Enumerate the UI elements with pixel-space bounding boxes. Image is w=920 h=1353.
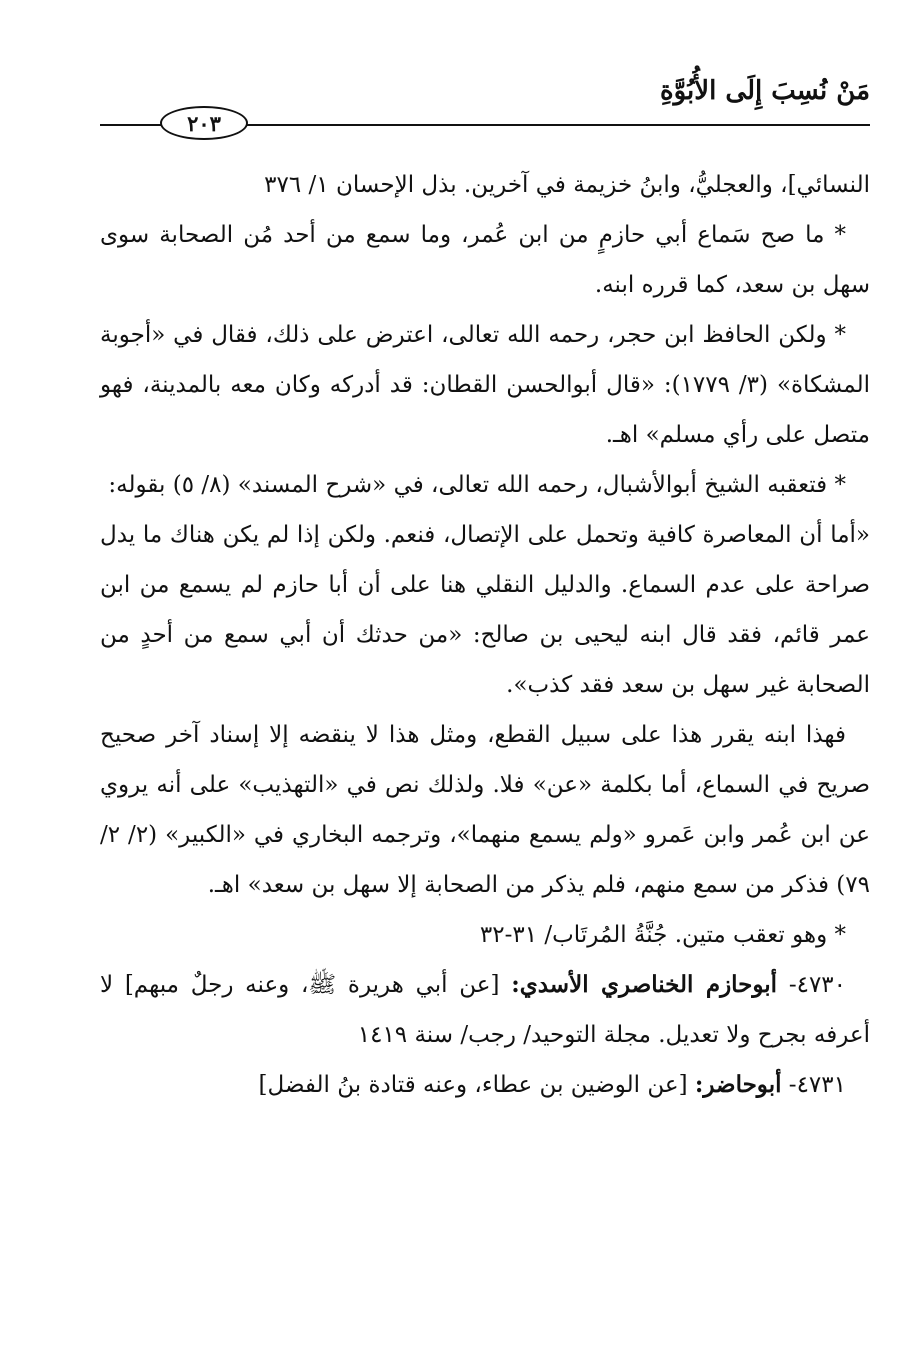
page-header: [100, 72, 870, 142]
paragraph: * فتعقبه الشيخ أبوالأشبال، رحمه الله تعالى، في «شرح المسند» (٨/ ٥) بقوله:: [108, 472, 846, 498]
running-title: مَنْ نُسِبَ إِلَى الأُبُوَّةِ: [660, 76, 870, 106]
paragraph: فهذا ابنه يقرر هذا على سبيل القطع، ومثل هذا لا ينقضه إلا إسناد آخر صحيح صريح في السماع، أما بكلمة «عن» فلا. ولذلك نص في «التهذيب» على أنه يروي عن ابن عُمر وابن عَمرو «ولم يسمع منهما»، وترجمه البخاري في «الكبير» (٢/ ٢/ ٧٩) فذكر من سمع منهم، فلم يذكر من الصحابة إلا سهل بن سعد» اهـ.: [100, 722, 870, 898]
paragraph: * وهو تعقب متين. جُنَّةُ المُرتَاب/ ٣١-٣٢: [479, 922, 846, 948]
paragraph: * ولكن الحافظ ابن حجر، رحمه الله تعالى، اعترض على ذلك، فقال في «أجوبة المشكاة» (٣/ ١٧٧٩): «قال أبوالحسن القطان: قد أدركه وكان معه بالمدينة، فهو متصل على رأي مسلم» اهـ.: [100, 322, 870, 448]
paragraph: * ما صح سَماع أبي حازمٍ من ابن عُمر، وما سمع من أحد مُن الصحابة سوى سهل بن سعد، كما قرره ابنه.: [100, 222, 870, 298]
entry-4730: [100, 960, 870, 1060]
entry-name: أبوحاضر:: [694, 1071, 782, 1098]
paragraph: النسائي]، والعجليُّ، وابنُ خزيمة في آخرين. بذل الإحسان ١/ ٣٧٦: [264, 172, 870, 198]
page-body: [100, 160, 870, 1110]
entry-text: [عن الوضين بن عطاء، وعنه قتادة بنُ الفضل]: [258, 1072, 688, 1098]
entry-number: ٤٧٣١-: [788, 1072, 846, 1098]
entry-text: [عن أبي هريرة ﷺ، وعنه رجلٌ مبهم] لا أعرفه بجرح ولا تعديل. مجلة التوحيد/ رجب/ سنة ١٤١٩: [100, 972, 870, 1048]
paragraph-quote: «أما أن المعاصرة كافية وتحمل على الإتصال، فنعم. ولكن إذا لم يكن هناك ما يدل صراحة على عدم السماع. والدليل النقلي هنا على أن أبا حازم لم يسمع من ابن عمر قائم، فقد قال ابنه ليحيى بن صالح: «من حدثك أن أبي سمع من أحدٍ من الصحابة غير سهل بن سعد فقد كذب».: [100, 522, 870, 698]
entry-number: ٤٧٣٠-: [788, 972, 847, 998]
entry-name: أبوحازم الخناصري الأسدي:: [511, 971, 778, 998]
page-number: ٢٠٣: [160, 106, 248, 140]
entry-4731: [100, 1060, 870, 1110]
